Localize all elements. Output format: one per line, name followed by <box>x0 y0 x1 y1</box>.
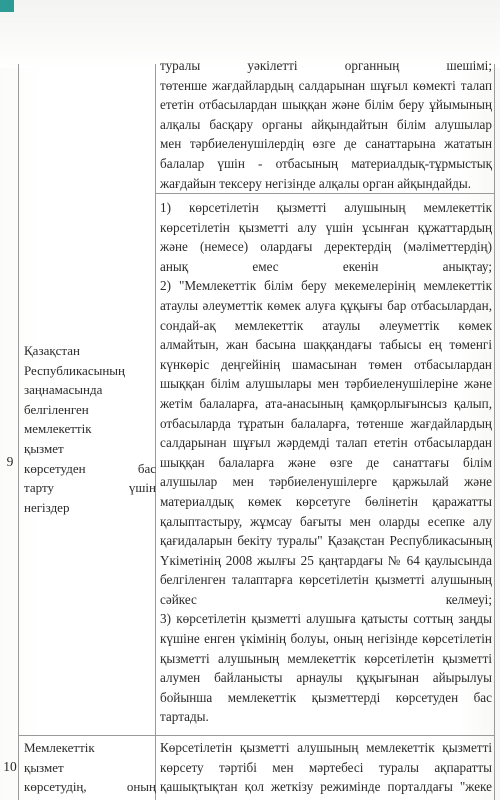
text-line: шыққан білім алушылары мен тәрбиеленушілеріне және <box>160 376 492 392</box>
row-9-name-line: мемлекеттік <box>24 421 92 437</box>
row-9-name-cell <box>24 341 156 517</box>
row-10-name-cell <box>24 738 156 797</box>
text-line: бойынша мемлекеттік қызметтерді көрсетуден бас <box>160 689 492 705</box>
text-line: жетім балаларға, ата-анасының қамқорлығынсыз қалып, <box>160 395 492 411</box>
text-line: алушылар мен тәрбиеленушілерге қаржылай және <box>160 474 492 490</box>
row-9-name-line: тарту үшін <box>24 480 156 496</box>
text-line: салдарынан шұғыл жәрдемді талап ететін отбасылардан <box>160 435 492 451</box>
row-9-name-line: Қазақстан <box>24 343 80 358</box>
text-line: ететін отбасылардан шыққан және білім беру ұйымының <box>160 97 492 113</box>
row-8-text-continuation <box>160 56 492 193</box>
row-9-name-line: көрсетуден бас <box>24 460 156 476</box>
text-line: балалар үшін - отбасының материалдық-тұрмыстық <box>160 155 492 171</box>
text-line: 1) көрсетілетін қызметті алушының мемлекеттік <box>160 200 492 215</box>
text-line: материалдық көмек көрсетуге бөлінетін қаражатты <box>160 493 492 509</box>
text-line: сәйкес келмеуі; <box>160 591 492 607</box>
row-10-name-line: қызмет <box>24 759 64 775</box>
text-line: және (немесе) олардағы деректердің (мәліметтердің) <box>160 239 492 255</box>
row-9-name-line: заңнамасында <box>24 382 103 398</box>
row-10-text-cell <box>160 738 492 797</box>
text-line: қызметті алушының мемлекеттік көрсетілетін қызметті <box>160 650 492 666</box>
text-line: сондай-ақ мемлекеттік атаулы әлеуметтік көмек <box>160 317 492 333</box>
text-line: күнкөріс деңгейінің шамасынан төмен отбасылардан <box>160 356 492 372</box>
row-9-name-line: Республикасының <box>24 362 125 378</box>
text-line: алмайтын, жан басына шаққандағы табысы ең төменгі <box>160 337 492 353</box>
text-line: отбасыларда тұратын балаларға, төтенше жағдайлардың <box>160 415 492 431</box>
corner-color-mark <box>0 0 14 12</box>
text-line: қалыптастыру, жұмсау бағыты мен оларды есепке алу <box>160 513 492 529</box>
text-line: туралы уәкілетті органның шешімі; <box>160 58 492 73</box>
row-10-number: 10 <box>3 759 17 774</box>
row-9-name-line: белгіленген <box>24 401 89 417</box>
text-line: жағдайын тексеру негізінде алқалы орган айқындайды. <box>160 175 472 191</box>
row-9-number: 9 <box>6 454 14 469</box>
text-line: тартады. <box>160 709 209 725</box>
text-line: анық емес екенін анықтау; <box>160 258 492 274</box>
text-line: мен тәрбиеленушілердің өзге де санаттарына жататын <box>160 136 492 152</box>
row-9-grounds-cell <box>160 198 492 727</box>
text-line: алумен байланысты арнаулы құқығынан айырылуы <box>160 670 492 686</box>
row-10-top-divider <box>18 735 494 736</box>
text-line: көрсетілетін қызметті алу үшін ұсынған құжаттардың <box>160 219 492 235</box>
text-line: қағидаларын бекіту туралы" Қазақстан Республикасының <box>160 533 492 549</box>
row-10-name-line: көрсетудің, оның <box>24 779 156 795</box>
text-line: белгіленген талаптарға көрсетілетін қызметті алушының <box>160 572 492 588</box>
text-line: күшіне енген үкімінің болуы, оның негізінде көрсетілетін <box>160 631 492 647</box>
text-line: Көрсетілетін қызметті алушының мемлекеттік қызметті <box>160 740 492 755</box>
table-right-border <box>494 64 495 800</box>
text-line: Үкіметінің 2008 жылғы 25 қаңтардағы № 64 қаулысында <box>160 552 492 568</box>
text-line: атаулы әлеуметтік көмек алуға құқығы бар отбасылардан, <box>160 297 492 313</box>
text-line: алқалы басқару органы айқындайтын білім алушылар <box>160 116 492 132</box>
text-line: шыққан балаларға және өзге де санаттағы білім <box>160 454 492 470</box>
text-line: 2) "Мемлекеттік білім беру мекемелерінің мемлекеттік <box>160 278 492 294</box>
row-9-name-line: қызмет <box>24 440 64 456</box>
table-left-border <box>18 64 19 800</box>
text-line: төтенше жағдайлардың салдарынан шұғыл көмекті талап <box>160 77 492 93</box>
text-line: көрсету тәртібі мен мәртебесі туралы ақпаратты <box>160 759 492 775</box>
text-line: қашықтықтан қол жеткізу режимінде порталдағы "жеке <box>160 779 492 795</box>
row-10-name-line: Мемлекеттік <box>24 740 95 755</box>
text-line: 3) көрсетілетін қызметті алушыға қатысты соттың заңды <box>160 611 492 627</box>
row-9-name-line: негіздер <box>24 499 70 515</box>
